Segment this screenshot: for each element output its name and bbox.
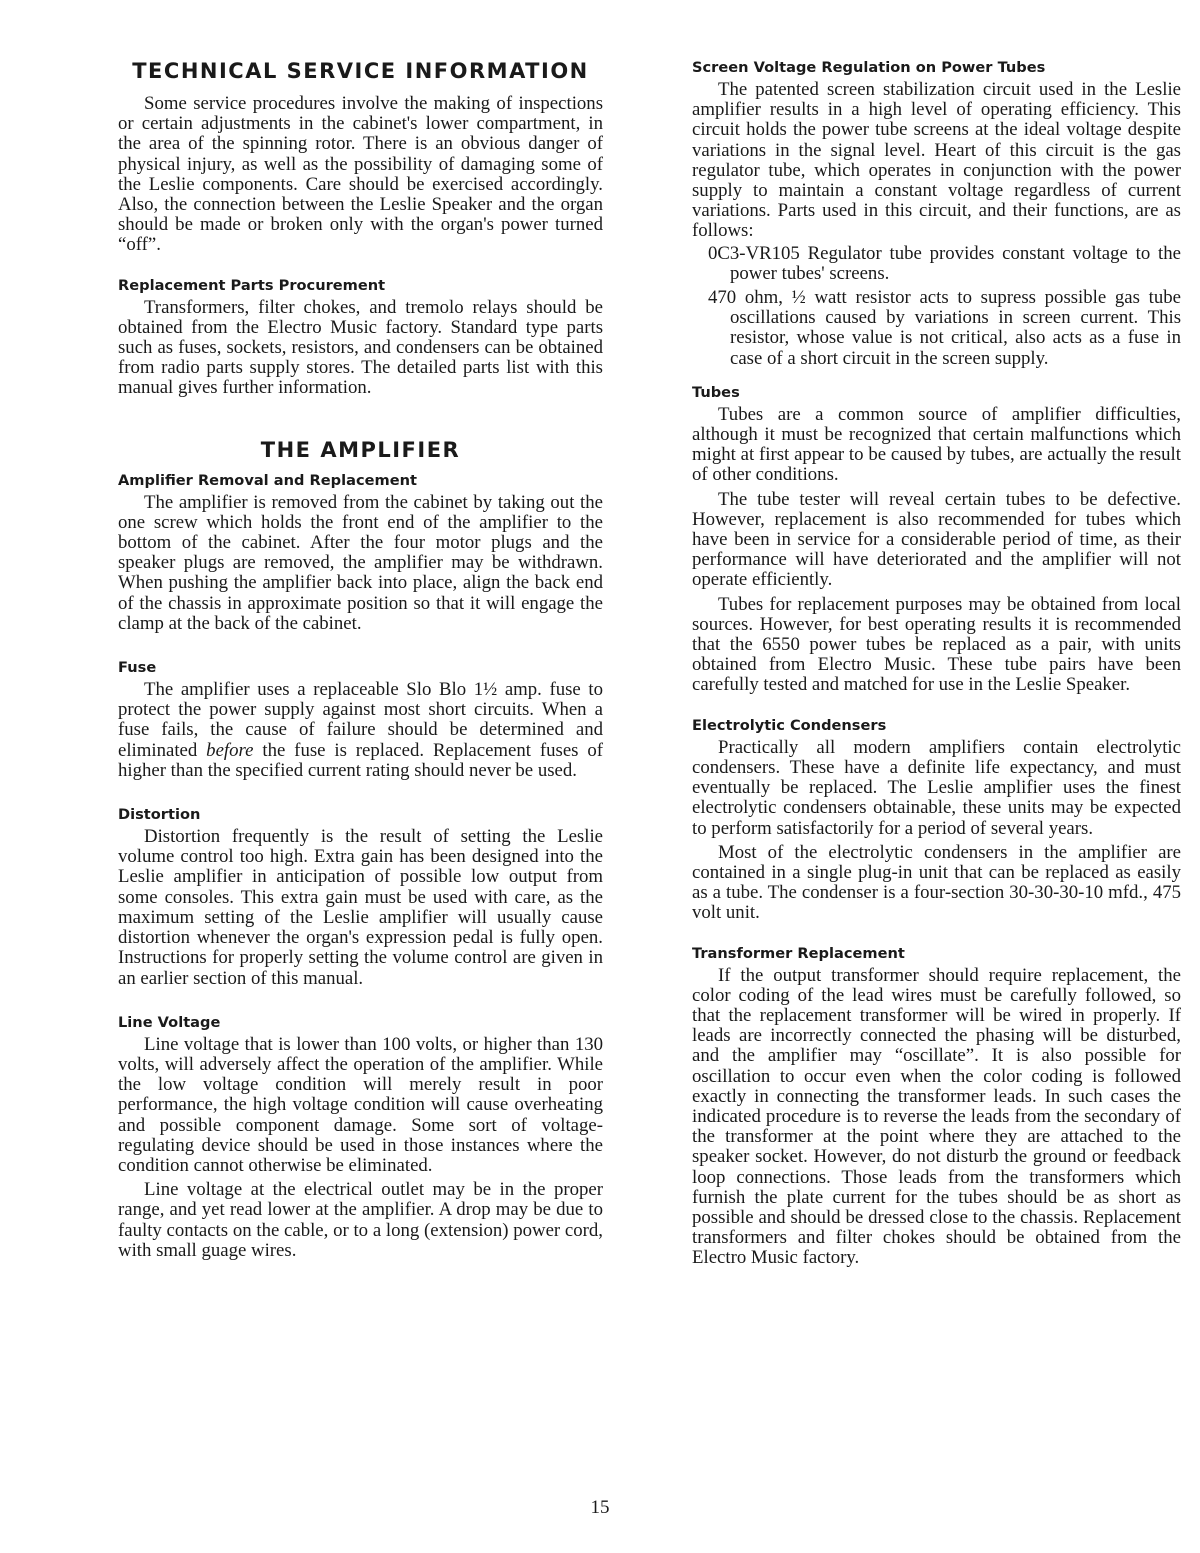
tubes-paragraph-2: The tube tester will reveal certain tubes to be defective. However, replacement is also recommended for tubes which have been in service for a considerable period of time, as their performance will have deteriorated and the amplifier will not operate efficiently.	[692, 488, 1181, 591]
heading-electrolytic-condensers: Electrolytic Condensers	[692, 716, 887, 734]
tubes-paragraph-3: Tubes for replacement purposes may be obtained from local sources. However, for best operating results it is recommended that the 6550 power tubes be replaced as a pair, with units obtained from Electro Music. These tube pairs have been carefully tested and matched for use in the Leslie Speaker.	[692, 593, 1181, 696]
heading-replacement-parts: Replacement Parts Procurement	[118, 276, 386, 294]
fuse-text-part-b: the fuse is replaced. Replacement fuses of higher than the specified current rating should never be used.	[118, 739, 604, 781]
heading-tubes: Tubes	[692, 383, 740, 401]
heading-amplifier-removal: Amplifier Removal and Replacement	[118, 471, 417, 489]
transformer-paragraph: If the output transformer should require replacement, the color coding of the lead wires must be carefully followed, so that the replacement transformer will be wired in properly. If leads are incorrectly connected the phasing will be disturbed, and the amplifier may “oscillate”. It is also possible for oscillation to occur even when the color coding is followed exactly in connecting the transformer leads. In such cases the indicated procedure is to reverse the leads from the secondary of the transformer at the point where they are attached to the speaker socket. However, do not disturb the ground or feedback loop connections. Those leads from the transformers which furnish the plate current for the tubes should be as short as possible and should be dressed close to the chassis. Replacement transformers and filter chokes should be obtained from the Electro Music factory.	[692, 964, 1181, 1269]
heading-screen-voltage: Screen Voltage Regulation on Power Tubes	[692, 59, 1046, 76]
heading-fuse: Fuse	[118, 659, 157, 677]
electrolytic-paragraph-1: Practically all modern amplifiers contain electrolytic condensers. These have a definite life expectancy, and must eventually be replaced. The Leslie amplifier uses the finest electrolytic condensers obtainable, these units may be expected to perform satisfactorily for a period of several years.	[692, 736, 1181, 839]
heading-line-voltage: Line Voltage	[118, 1013, 221, 1031]
parts-paragraph: Transformers, filter chokes, and tremolo relays should be obtained from the Electro Music factory. Standard type parts such as fuses, sockets, resistors, and condensers can be obtained from radio parts supply stores. The detailed parts list with this manual gives further information.	[118, 296, 603, 399]
line-voltage-paragraph-2: Line voltage at the electrical outlet may be in the proper range, and yet read lower at the amplifier. A drop may be due to faulty contacts on the cable, or to a long (extension) power cord, with small guage wires.	[118, 1179, 603, 1261]
electrolytic-paragraph-2: Most of the electrolytic condensers in the amplifier are contained in a single plug-in unit that can be replaced as easily as a tube. The condenser is a four-section 30-30-30-10 mfd., 475 volt unit.	[692, 841, 1181, 924]
removal-paragraph: The amplifier is removed from the cabinet by taking out the one screw which holds the front end of the amplifier to the bottom of the cabinet. After the four motor plugs and the speaker plugs are removed, the amplifier may be withdrawn. When pushing the amplifier back into place, align the back end of the chassis in approximate position so that it will engage the clamp at the back of the cabinet.	[118, 491, 603, 634]
line-voltage-paragraph-1: Line voltage that is lower than 100 volts, or higher than 130 volts, will adversely affect the operation of the amplifier. While the low voltage condition will merely result in poor performance, the high voltage condition will cause overheating and possible component damage. Some sort of voltage-regulating device should be used in those instances where the condition cannot otherwise be eliminated.	[118, 1033, 603, 1176]
screen-voltage-paragraph: The patented screen stabilization circuit used in the Leslie amplifier results in a high level of operating efficiency. This circuit holds the power tube screens at the ideal voltage despite variations in the signal level. Heart of this circuit is the gas regulator tube, which operates in conjunction with the power supply to maintain a constant voltage regardless of current variations. Parts used in this circuit, and their functions, are as follows:	[692, 79, 1181, 242]
heading-transformer-replacement: Transformer Replacement	[692, 944, 905, 962]
screen-parts-item-regulator: 0C3-VR105 Regulator tube provides constant voltage to the power tubes' screens.	[708, 242, 1181, 284]
section-title-amplifier: THE AMPLIFIER	[260, 437, 461, 462]
heading-distortion: Distortion	[118, 806, 201, 824]
fuse-text-part-a: The amplifier uses a replaceable Slo Blo 1½ amp. fuse to protect the power supply against most short circuits. When a fuse fails, the cause of failure should be determined and eliminated	[118, 679, 603, 761]
intro-paragraph: Some service procedures involve the making of inspections or certain adjustments in the cabinet's lower compartment, in the area of the spinning rotor. There is an obvious danger of physical injury, as well as the possibility of damaging some of the Leslie components. Care should be exercised accordingly. Also, the connection between the Leslie Speaker and the organ should be made or broken only with the organ's power turned “off”.	[118, 93, 603, 256]
right-column	[692, 0, 1181, 1269]
fuse-text-emphasis: before	[206, 739, 254, 761]
left-column	[118, 0, 603, 1261]
section-title-technical-service: TECHNICAL SERVICE INFORMATION	[132, 59, 589, 83]
tubes-paragraph-1: Tubes are a common source of amplifier difficulties, although it must be recognized that certain malfunctions which might at first appear to be caused by tubes, are actually the result of other conditions.	[692, 403, 1181, 486]
distortion-paragraph: Distortion frequently is the result of setting the Leslie volume control too high. Extra gain has been designed into the Leslie amplifier in anticipation of possible low output from some consoles. This extra gain must be used with care, as the maximum setting of the Leslie amplifier will usually cause distortion whenever the organ's expression pedal is fully open. Instructions for properly setting the volume control are given in an earlier section of this manual.	[118, 826, 603, 989]
fuse-paragraph	[118, 680, 603, 781]
page-number: 15	[590, 1497, 610, 1518]
screen-parts-item-resistor: 470 ohm, ½ watt resistor acts to supress possible gas tube oscillations caused by variations in screen current. This resistor, whose value is not critical, also acts as a fuse in case of a short circuit in the screen supply.	[708, 287, 1181, 369]
